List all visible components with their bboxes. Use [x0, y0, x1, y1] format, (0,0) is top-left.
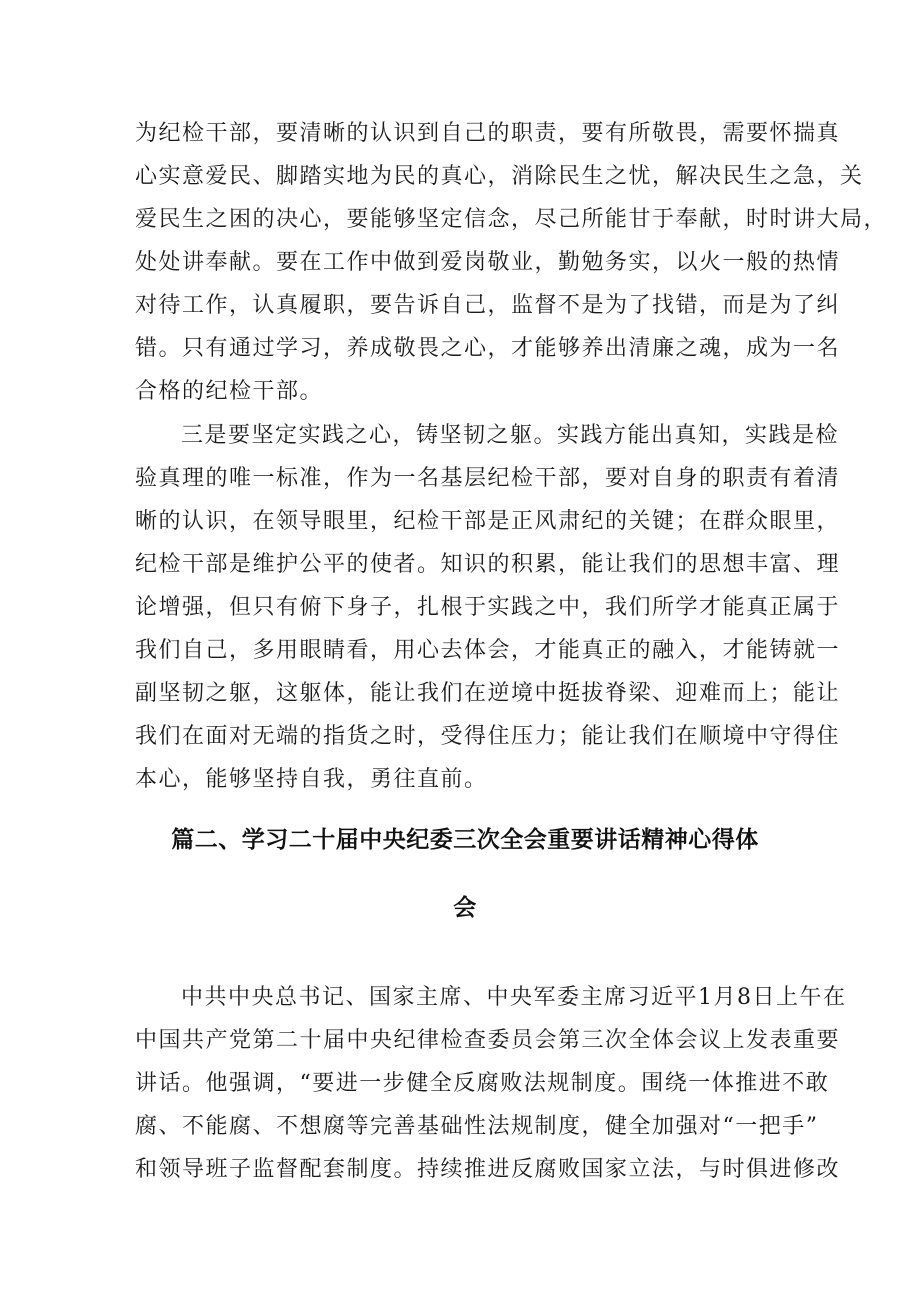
- text-line: 为纪检干部，要清晰的认识到自己的职责，要有所敬畏，需要怀揣真: [135, 121, 841, 146]
- section-heading-line: 篇二、学习二十届中央纪委三次全会重要讲话精神心得体: [171, 827, 759, 853]
- text-line: 三是要坚定实践之心，铸坚韧之躯。实践方能出真知，实践是检: [181, 423, 840, 448]
- text-line: 心实意爱民、脚踏实地为民的真心，消除民生之忧，解决民生之急，关: [135, 164, 864, 189]
- text-line: 中国共产党第二十届中央纪律检查委员会第三次全体会议上发表重要: [135, 1028, 841, 1053]
- text-line: 我们自己，多用眼睛看，用心去体会，才能真正的融入，才能铸就一: [135, 638, 841, 663]
- text-line: 对待工作，认真履职，要告诉自己，监督不是为了找错，而是为了纠: [135, 293, 841, 318]
- text-line: 晰的认识，在领导眼里，纪检干部是正风肃纪的关键；在群众眼里，: [135, 509, 841, 534]
- text-line: 纪检干部是维护公平的使者。知识的积累，能让我们的思想丰富、理: [135, 552, 841, 577]
- text-line: 我们在面对无端的指货之时，受得住压力；能让我们在顺境中守得住: [135, 724, 841, 749]
- text-line: 处处讲奉献。要在工作中做到爱岗敬业，勤勉务实，以火一般的热情: [135, 250, 841, 275]
- section-heading-line: 会: [453, 895, 477, 921]
- text-line: 讲话。他强调，“要进一步健全反腐败法规制度。围绕一体推进不敢: [135, 1071, 830, 1096]
- section-heading: [135, 822, 795, 926]
- text-line: 本心，能够坚持自我，勇往直前。: [135, 767, 488, 792]
- paragraph-intro: [135, 976, 847, 1191]
- text-line: 合格的纪检干部。: [135, 379, 324, 404]
- text-line: 副坚韧之躯，这躯体，能让我们在逆境中挺拔脊梁、迎难而上；能让: [135, 681, 841, 706]
- paragraph-three: [135, 414, 841, 801]
- text-line: 腐、不能腐、不想腐等完善基础性法规制度，健全加强对“一把手”: [135, 1114, 819, 1139]
- text-line: 论增强，但只有俯下身子，扎根于实践之中，我们所学才能真正属于: [135, 595, 841, 620]
- text-line: 错。只有通过学习，养成敬畏之心，才能够养出清廉之魂，成为一名: [135, 336, 841, 361]
- paragraph-continuation: [135, 112, 888, 413]
- text-line: 和领导班子监督配套制度。持续推进反腐败国家立法，与时俱进修改: [135, 1157, 841, 1182]
- text-line: 爱民生之困的决心，要能够坚定信念，尽己所能甘于奉献，时时讲大局，: [135, 207, 888, 232]
- text-line: 验真理的唯一标准，作为一名基层纪检干部，要对自身的职责有着清: [135, 466, 841, 491]
- text-line: 中共中央总书记、国家主席、中央军委主席习近平1月8日上午在: [181, 985, 847, 1010]
